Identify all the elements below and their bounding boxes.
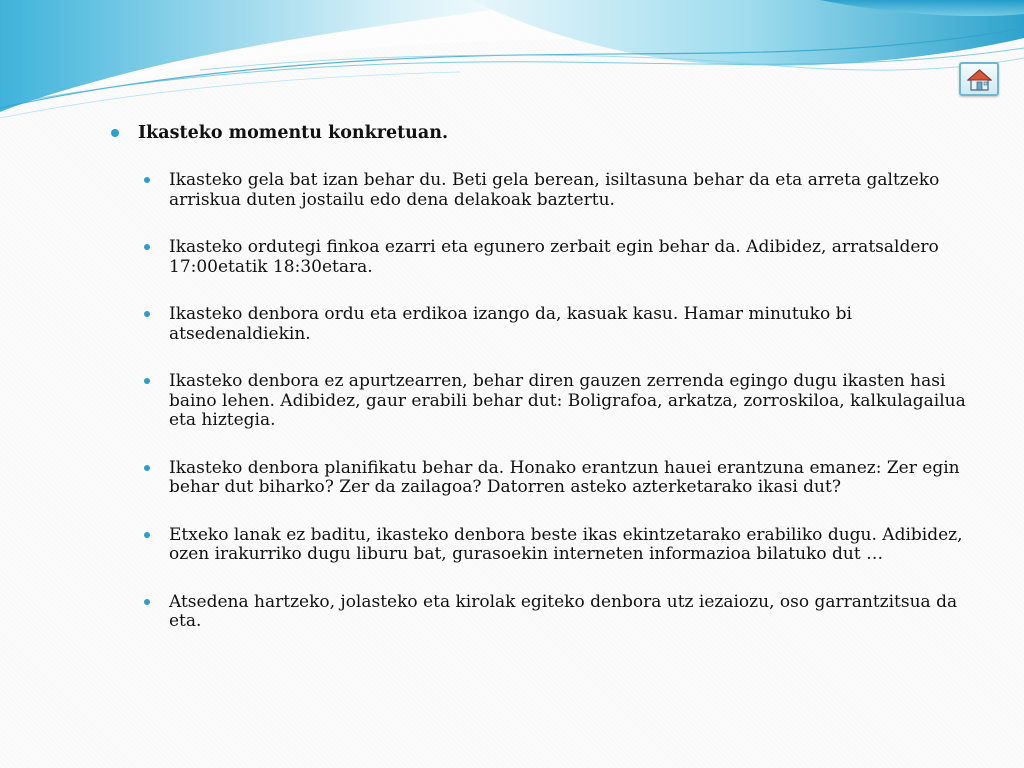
bullet-icon — [144, 244, 150, 250]
slide-content — [108, 122, 968, 660]
bullet-icon — [144, 599, 150, 605]
sub-bullet-item — [108, 171, 968, 210]
home-icon — [967, 68, 992, 92]
sub-bullet-item — [108, 238, 968, 277]
sub-bullet-item — [108, 526, 968, 565]
sub-bullet-text: Ikasteko denbora ordu eta erdikoa izango da, kasuak kasu. Hamar minutuko bi atsedenaldiekin. — [169, 304, 852, 344]
sub-bullet-text: Atsedena hartzeko, jolasteko eta kirolak egiteko denbora utz iezaiozu, oso garrantzitsua da eta. — [169, 591, 958, 631]
bullet-icon — [111, 129, 119, 137]
sub-bullet-item — [108, 305, 968, 344]
header-wave-decoration — [0, 0, 1024, 130]
sub-bullet-text: Ikasteko denbora ez apurtzearren, behar diren gauzen zerrenda egingo dugu ikasten hasi baino lehen. Adibidez, gaur erabili behar dut: Boligrafoa, arkatza, zorroskiloa, kalkulagailua eta hiztegia. — [169, 371, 966, 430]
bullet-icon — [144, 177, 150, 183]
sub-bullet-text: Ikasteko gela bat izan behar du. Beti gela berean, isiltasuna behar da eta arreta galtzeko arriskua duten jostailu edo dena delakoak baztertu. — [169, 170, 940, 210]
sub-bullet-list — [108, 171, 968, 632]
home-button[interactable] — [959, 62, 999, 96]
sub-bullet-text: Ikasteko denbora planifikatu behar da. Honako erantzun hauei erantzuna emanez: Zer egin behar dut biharko? Zer da zailagoa? Datorren asteko azterketarako ikasi dut? — [169, 457, 960, 497]
bullet-icon — [144, 465, 150, 471]
main-bullet-text: Ikasteko momentu konkretuan. — [138, 123, 449, 143]
sub-bullet-item — [108, 593, 968, 632]
sub-bullet-item — [108, 459, 968, 498]
bullet-icon — [144, 532, 150, 538]
main-bullet — [108, 122, 968, 144]
bullet-icon — [144, 311, 150, 317]
sub-bullet-item — [108, 372, 968, 431]
sub-bullet-text: Ikasteko ordutegi finkoa ezarri eta egunero zerbait egin behar da. Adibidez, arratsaldero 17:00etatik 18:30etara. — [169, 237, 939, 277]
sub-bullet-text: Etxeko lanak ez baditu, ikasteko denbora beste ikas ekintzetarako erabiliko dugu. Adibidez, ozen irakurriko dugu liburu bat, gurasoekin interneten informazioa bilatuko dut … — [169, 524, 963, 564]
bullet-icon — [144, 378, 150, 384]
